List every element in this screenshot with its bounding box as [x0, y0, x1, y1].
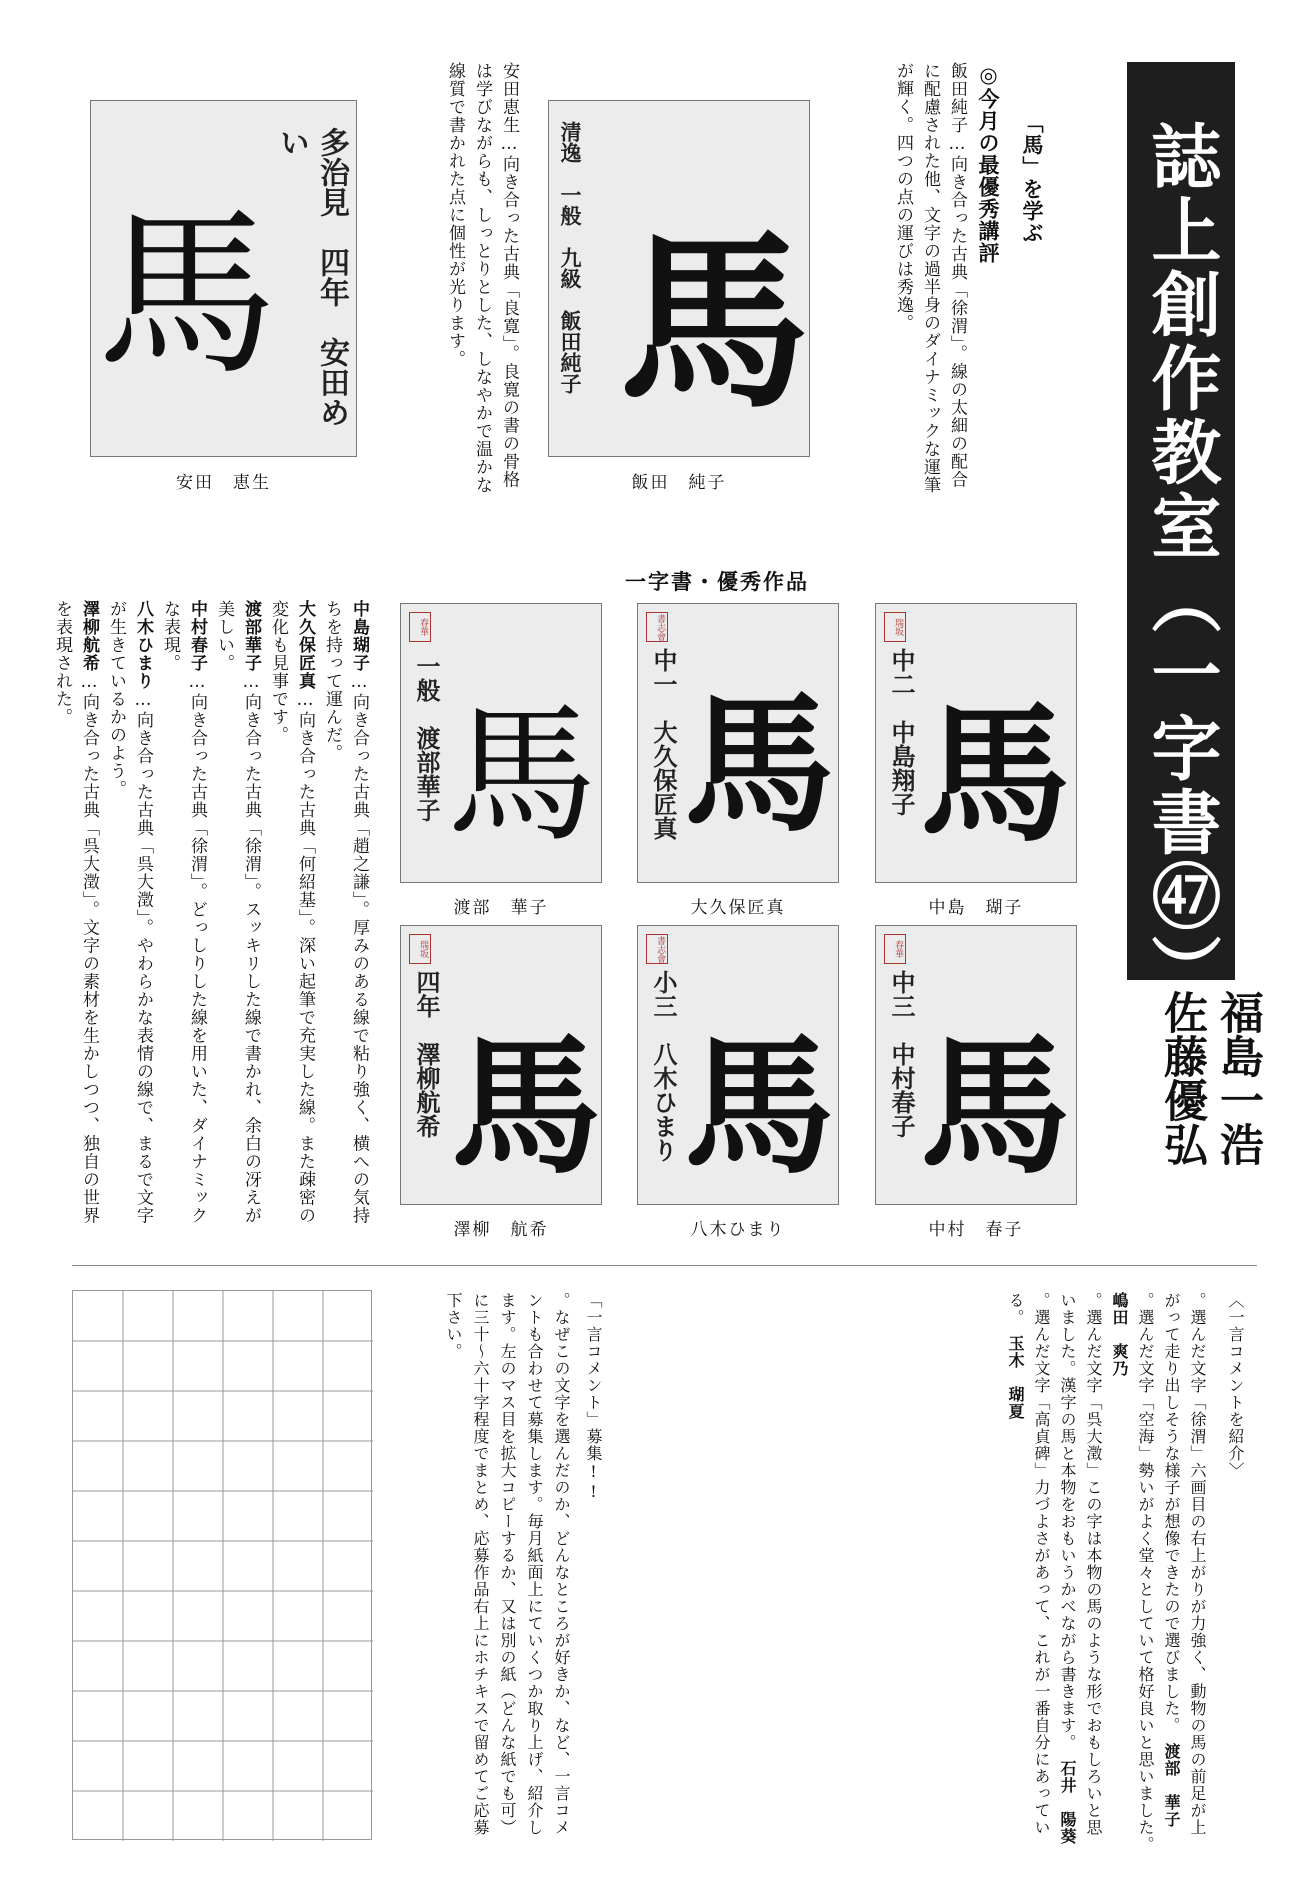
lesson-title: 「馬」を学ぶ — [1020, 112, 1045, 244]
artwork-signature: 一般 渡部華子 — [412, 654, 441, 822]
authors — [1145, 990, 1265, 1180]
seal-stamp: 春華 — [884, 934, 906, 964]
artwork-nakamura — [875, 925, 1077, 1205]
recruit-text: 。なぜこの文字を選んだのか、どんなところが好きか、など、一言コメントも合わせて募集します。毎月紙面上にていくつか取り上げ、紹介します。左のマス目を拡大コピーするか、又は別の紙（どんな紙でも可）に三十〜六十字程度でまとめ、応募作品右上にホチキスで留めてご応募下さい。 — [444, 1292, 571, 1836]
artwork-signature: 中一 大久保匠真 — [649, 648, 678, 840]
artwork-yasuda — [90, 100, 357, 457]
artwork-signature: 多治見 四年 安田めい — [274, 127, 349, 427]
comment-yagi: 八木ひまり…向き合った古典「呉大澂」。やわらかな表情の線で、まるで文字が生きているかのよう。 — [106, 600, 153, 1225]
artwork-character: 馬 — [684, 1019, 835, 1195]
artwork-character: 馬 — [451, 1019, 602, 1195]
one-word-entries — [895, 1292, 1210, 1852]
caption-okubo: 大久保匠真 — [690, 898, 786, 918]
artwork-okubo — [637, 603, 839, 883]
artwork-character: 馬 — [684, 677, 835, 853]
artwork-character: 馬 — [97, 191, 278, 400]
artwork-watanabe — [400, 603, 602, 883]
comment-nakamura: 中村春子…向き合った古典「徐渭」。どっしりした線を用いた、ダイナミックな表現。 — [160, 600, 207, 1225]
seal-stamp: 春華 — [409, 612, 431, 642]
caption-iida: 飯田 純子 — [631, 473, 727, 493]
author-1: 福島一浩 — [1212, 990, 1263, 1166]
artwork-nakajima — [875, 603, 1077, 883]
artwork-signature: 小三 八木ひまり — [649, 970, 678, 1162]
artwork-iida — [548, 100, 810, 457]
section-heading: 一字書・優秀作品 — [625, 570, 809, 594]
recruit-heading: 「一言コメント」募集!! — [584, 1292, 603, 1502]
artwork-character: 馬 — [619, 211, 810, 434]
seal-stamp: 瑞坂 — [409, 934, 431, 964]
artwork-signature: 四年 澤柳航希 — [412, 970, 441, 1138]
comment-okubo: 大久保匠真…向き合った古典「何紹基」。深い起筆で充実した線。また疎密の変化も見事です。 — [268, 600, 315, 1225]
artwork-signature: 清逸 一般 九級 飯田純子 — [558, 121, 583, 394]
caption-yagi: 八木ひまり — [690, 1220, 786, 1240]
grid-lines — [73, 1291, 373, 1841]
comment-sawayanagi: 澤柳航希…向き合った古典「呉大澂」。文字の素材を生かしつつ、独自の世界を表現された。 — [52, 600, 99, 1225]
caption-nakamura: 中村 春子 — [928, 1220, 1024, 1240]
artwork-character: 馬 — [920, 1019, 1071, 1195]
caption-yasuda: 安田 恵生 — [176, 473, 271, 493]
one-word-entry: 。選んだ文字「呉大澂」この字は本物の馬のような形でおもしろいと思いました。漢字の馬と本物をおもいうかべながら書きます。 石井 陽葵 — [1058, 1292, 1103, 1845]
artwork-character: 馬 — [447, 689, 598, 863]
caption-watanabe: 渡部 華子 — [453, 898, 549, 918]
comments-block — [52, 600, 372, 1240]
page-title: 誌上創作教室（一字書㊼） — [1127, 62, 1235, 980]
one-word-entry: 。選んだ文字「空海」勢いがよく堂々としていて格好良いと思いました。 嶋田 爽乃 — [1110, 1292, 1155, 1845]
comment-grid — [72, 1290, 372, 1840]
seal-stamp: 書志會 — [646, 612, 668, 642]
seal-stamp: 瑞坂 — [884, 612, 906, 642]
one-word-entry: 。選んだ文字「高貞碑」力づよさがあって、これが一番自分にあっている。 玉木 瑚夏 — [1006, 1292, 1051, 1836]
author-2: 佐藤優弘 — [1156, 990, 1207, 1166]
one-word-heading: 〈一言コメントを紹介〉 — [1226, 1292, 1245, 1479]
caption-sawayanagi: 澤柳 航希 — [453, 1220, 549, 1240]
artwork-signature: 中三 中村春子 — [887, 970, 916, 1138]
comment-nakajima: 中島瑚子…向き合った古典「趙之謙」。厚みのある線で粘り強く、横への気持ちを持って運んだ。 — [322, 600, 369, 1225]
caption-nakajima: 中島 瑚子 — [928, 898, 1024, 918]
lesson-heading — [1015, 112, 1049, 482]
artwork-yagi — [637, 925, 839, 1205]
review-yasuda: 安田恵生…向き合った古典「良寛」。良寛の書の骨格は学びながらも、しっとりとした、しなやかで温かな線質で書かれた点に個性が光ります。 — [445, 62, 519, 494]
seal-stamp: 書志會 — [646, 934, 668, 964]
artwork-signature: 中二 中島翔子 — [887, 648, 916, 816]
artwork-sawayanagi — [400, 925, 602, 1205]
one-word-entry: 。選んだ文字「徐渭」六画目の右上がりが力強く、動物の馬の前足が上がって走り出しそうな様子が想像できたので選びました。 渡部 華子 — [1162, 1292, 1207, 1836]
review-iida: 飯田純子…向き合った古典「徐渭」。線の太細の配合に配慮された他、文字の過半身のダイナミックな運筆が輝く。四つの点の運びは秀逸。 — [893, 62, 967, 494]
divider — [72, 1265, 1257, 1266]
artwork-character: 馬 — [920, 687, 1071, 863]
comment-watanabe: 渡部華子…向き合った古典「徐渭」。スッキリした線で書かれ、余白の冴えが美しい。 — [214, 600, 261, 1225]
review-heading: ◎今月の最優秀講評 — [976, 62, 1001, 264]
